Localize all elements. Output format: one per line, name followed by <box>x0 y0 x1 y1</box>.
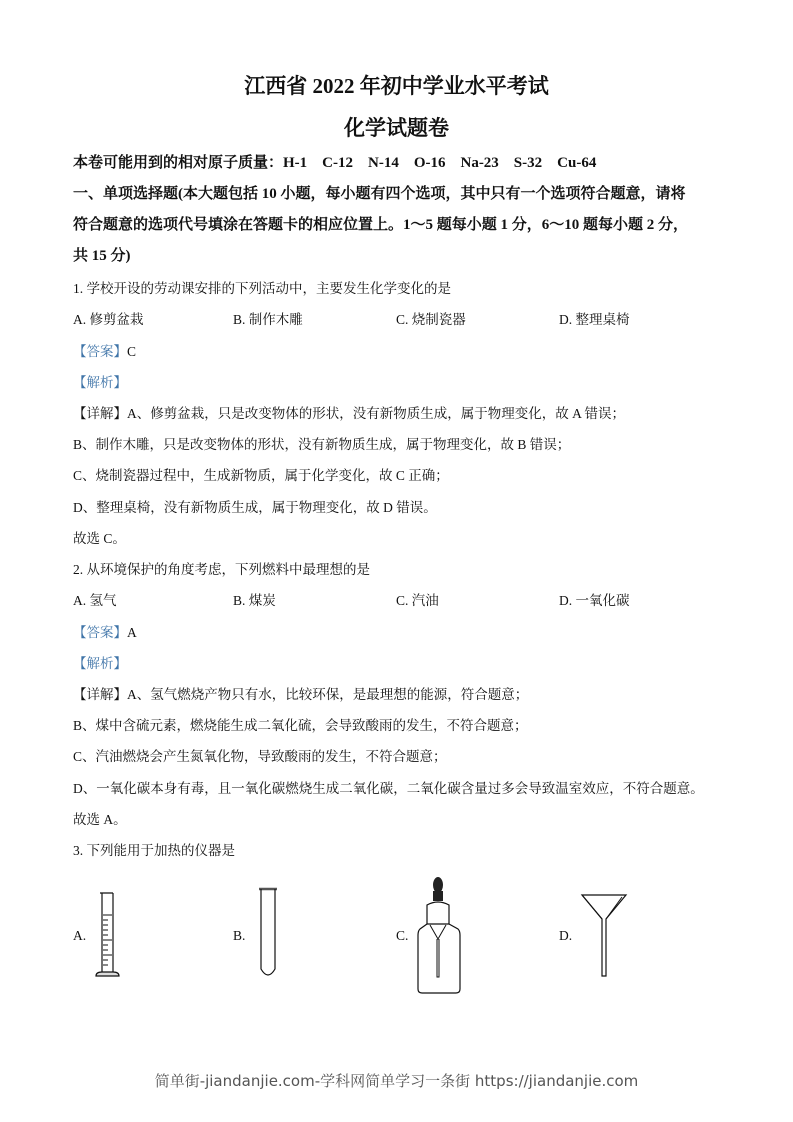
atomic-masses: 本卷可能用到的相对原子质量：H-1 C-12 N-14 O-16 Na-23 S-32 Cu-64 <box>73 155 597 171</box>
q1-option-c: C. 烧制瓷器 <box>396 312 466 327</box>
q2-detail-a <box>73 683 528 703</box>
q2-answer <box>73 621 137 641</box>
q1-detail-c: C、烧制瓷器过程中，生成新物质，属于化学变化，故 C 正确； <box>73 468 449 483</box>
q1-answer <box>73 340 136 360</box>
footer-watermark: 简单街-jiandanjie.com-学科网简单学习一条街 https://jiandanjie.com <box>154 1072 639 1090</box>
question-3-stem: 3. 下列能用于加热的仪器是 <box>73 843 235 858</box>
funnel-icon <box>580 892 628 980</box>
answer-label: 【答案】 <box>73 625 127 640</box>
q1-answer-value: C <box>127 344 137 359</box>
question-2-stem: 2. 从环境保护的角度考虑，下列燃料中最理想的是 <box>73 562 370 577</box>
section-heading-line3: 共 15 分) <box>73 248 131 264</box>
q2-analysis-label: 【解析】 <box>73 656 127 671</box>
test-tube-icon <box>256 885 280 981</box>
q1-option-d: D. 整理桌椅 <box>559 312 630 327</box>
q1-option-a: A. 修剪盆栽 <box>73 312 144 327</box>
q1-analysis-label: 【解析】 <box>73 375 127 390</box>
q3-option-a-label: A. <box>73 928 87 943</box>
q3-option-b-label: B. <box>233 928 246 943</box>
graduated-cylinder-icon <box>94 890 128 980</box>
q2-answer-value: A <box>127 625 137 640</box>
detail-label: 【详解】 <box>73 687 127 702</box>
q2-detail-a-text: A、氢气燃烧产物只有水，比较环保，是最理想的能源，符合题意； <box>127 687 529 702</box>
q2-conclusion: 故选 A。 <box>73 812 127 827</box>
section-heading-line2: 符合题意的选项代号填涂在答题卡的相应位置上。1～5 题每小题 1 分，6～10 题每小题 2 分， <box>73 217 689 233</box>
exam-title: 江西省 2022 年初中学业水平考试 <box>244 74 549 98</box>
q1-detail-d: D、整理桌椅，没有新物质生成，属于物理变化，故 D 错误。 <box>73 500 437 515</box>
answer-label: 【答案】 <box>73 344 127 359</box>
question-1-stem: 1. 学校开设的劳动课安排的下列活动中，主要发生化学变化的是 <box>73 281 451 296</box>
q2-detail-c: C、汽油燃烧会产生氮氧化物，导致酸雨的发生，不符合题意； <box>73 749 447 764</box>
q2-option-d: D. 一氧化碳 <box>559 593 630 608</box>
detail-label: 【详解】 <box>73 406 127 421</box>
q3-option-c-label: C. <box>396 928 409 943</box>
q1-conclusion: 故选 C。 <box>73 531 126 546</box>
q2-option-c: C. 汽油 <box>396 593 439 608</box>
q3-option-d-label: D. <box>559 928 573 943</box>
section-heading-line1: 一、单项选择题(本大题包括 10 小题，每小题有四个选项，其中只有一个选项符合题意，请将 <box>73 186 686 202</box>
dropper-bottle-icon <box>416 875 462 997</box>
q1-detail-a-text: A、修剪盆栽，只是改变物体的形状，没有新物质生成，属于物理变化，故 A 错误； <box>127 406 626 421</box>
exam-subtitle: 化学试题卷 <box>344 116 449 140</box>
q2-option-a: A. 氢气 <box>73 593 117 608</box>
q1-detail-a <box>73 402 625 422</box>
q1-detail-b: B、制作木雕，只是改变物体的形状，没有新物质生成，属于物理变化，故 B 错误； <box>73 437 571 452</box>
q2-option-b: B. 煤炭 <box>233 593 276 608</box>
q2-detail-d: D、一氧化碳本身有毒，且一氧化碳燃烧生成二氧化碳，二氧化碳含量过多会导致温室效应，不符合题意。 <box>73 781 704 796</box>
q1-option-b: B. 制作木雕 <box>233 312 303 327</box>
q2-detail-b: B、煤中含硫元素，燃烧能生成二氧化硫，会导致酸雨的发生，不符合题意； <box>73 718 528 733</box>
